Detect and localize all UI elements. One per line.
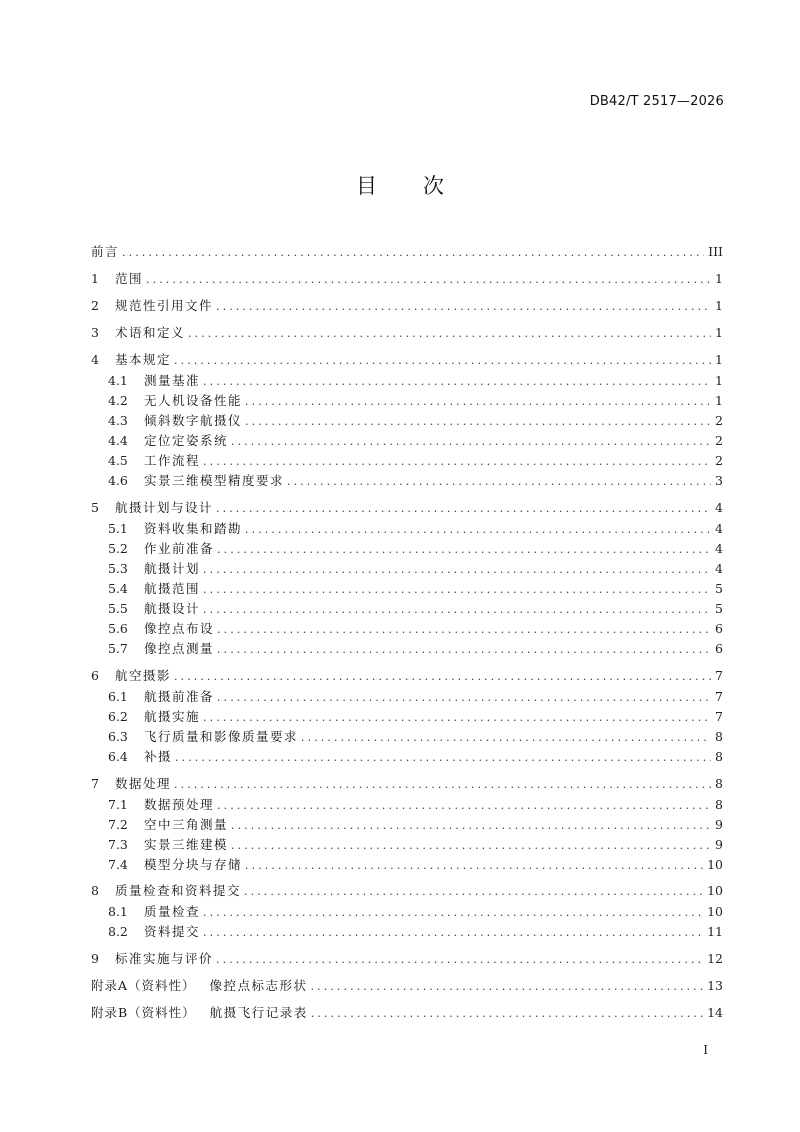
toc-entry-4-6[interactable]: [91, 471, 723, 498]
toc-page: 13: [707, 978, 723, 993]
toc-number: 5.7: [108, 641, 128, 656]
dot-leader: [217, 640, 711, 660]
toc-label: 数据处理: [115, 776, 172, 791]
toc-page: 2: [715, 453, 723, 468]
toc-entry-8-1[interactable]: [91, 902, 723, 922]
dot-leader: [203, 923, 703, 943]
toc-number: 4.4: [108, 433, 128, 448]
toc-number: 1: [91, 271, 99, 286]
toc-label: 航摄实施: [144, 709, 201, 724]
toc-entry-4-1[interactable]: [91, 371, 723, 391]
toc-label: 航空摄影: [115, 668, 172, 683]
toc-entry-1[interactable]: [91, 269, 723, 296]
toc-number: 4.3: [108, 413, 128, 428]
toc-label: 作业前准备: [144, 541, 215, 556]
toc-page: 4: [715, 521, 723, 536]
toc-entry-9[interactable]: [91, 949, 723, 976]
toc-number: 4.5: [108, 453, 128, 468]
toc-entry-appendix-a[interactable]: [91, 976, 723, 1003]
toc-number: 5.1: [108, 521, 128, 536]
title-char-2: 次: [423, 174, 444, 198]
toc-entry-6-1[interactable]: [91, 687, 723, 707]
toc-label: 数据预处理: [144, 797, 215, 812]
toc-number: 4: [91, 352, 99, 367]
toc-page: 1: [715, 393, 723, 408]
toc-entry-foreword[interactable]: [91, 242, 723, 269]
toc-number: 4.6: [108, 473, 128, 488]
toc-entry-7-4[interactable]: [91, 855, 723, 881]
toc-number: 4.1: [108, 373, 128, 388]
toc-page: 8: [715, 749, 723, 764]
toc-number: 5.3: [108, 561, 128, 576]
toc-entry-7[interactable]: [91, 774, 723, 795]
toc-label: 定位定姿系统: [144, 433, 229, 448]
toc-entry-7-2[interactable]: [91, 815, 723, 835]
toc-page: 6: [715, 641, 723, 656]
toc-entry-5-3[interactable]: [91, 559, 723, 579]
dot-leader: [231, 816, 711, 836]
appendix-prefix: 附录A（资料性）: [91, 978, 196, 993]
toc-label: 无人机设备性能: [144, 393, 243, 408]
toc-page: 2: [715, 433, 723, 448]
toc-page: III: [708, 244, 723, 259]
toc-number: 8.1: [108, 904, 128, 919]
toc-entry-4-3[interactable]: [91, 411, 723, 431]
toc-page: 14: [707, 1005, 723, 1020]
toc-page: 8: [715, 729, 723, 744]
toc-number: 6.1: [108, 689, 128, 704]
toc-page: 3: [715, 473, 723, 488]
dot-leader: [203, 560, 711, 580]
toc-entry-5[interactable]: [91, 498, 723, 519]
toc-label: 像控点布设: [144, 621, 215, 636]
toc-entry-6-3[interactable]: [91, 727, 723, 747]
toc-page: 9: [715, 837, 723, 852]
dot-leader: [217, 620, 711, 640]
dot-leader: [245, 856, 703, 876]
toc-label: 测量基准: [144, 373, 201, 388]
dot-leader: [245, 392, 711, 412]
toc-label: 前言: [91, 244, 120, 259]
dot-leader: [217, 796, 711, 816]
toc-label: 范围: [115, 271, 144, 286]
dot-leader: [203, 452, 711, 472]
toc-page: 8: [715, 797, 723, 812]
toc-label: 航摄前准备: [144, 689, 215, 704]
toc-label: 空中三角测量: [144, 817, 229, 832]
toc-entry-5-4[interactable]: [91, 579, 723, 599]
toc-label: 像控点测量: [144, 641, 215, 656]
toc-label: 实景三维建模: [144, 837, 229, 852]
toc-number: 7.1: [108, 797, 128, 812]
toc-entry-7-1[interactable]: [91, 795, 723, 815]
toc-number: 6.2: [108, 709, 128, 724]
toc-label: 标准实施与评价: [115, 951, 214, 966]
toc-page: 9: [715, 817, 723, 832]
dot-leader: [217, 540, 711, 560]
toc-page: 7: [715, 689, 723, 704]
toc-entry-5-2[interactable]: [91, 539, 723, 559]
toc-page: 8: [715, 776, 723, 791]
toc-entry-4-4[interactable]: [91, 431, 723, 451]
dot-leader: [174, 351, 711, 371]
appendix-prefix: 附录B（资料性）: [91, 1005, 196, 1020]
dot-leader: [146, 270, 711, 290]
toc-page: 5: [715, 581, 723, 596]
toc-label: 补摄: [144, 749, 173, 764]
toc-number: 7: [91, 776, 99, 791]
toc-entry-4-5[interactable]: [91, 451, 723, 471]
toc-entry-8[interactable]: [91, 881, 723, 902]
toc-number: 5.6: [108, 621, 128, 636]
toc-entry-3[interactable]: [91, 323, 723, 350]
toc-entry-2[interactable]: [91, 296, 723, 323]
toc-page: 1: [715, 271, 723, 286]
dot-leader: [217, 688, 711, 708]
page-folio: I: [703, 1043, 708, 1057]
toc-page: 1: [715, 352, 723, 367]
dot-leader: [203, 580, 711, 600]
dot-leader: [203, 372, 711, 392]
dot-leader: [301, 728, 711, 748]
dot-leader: [231, 432, 711, 452]
toc-number: 4.2: [108, 393, 128, 408]
toc-number: 7.2: [108, 817, 128, 832]
toc-page: 7: [715, 709, 723, 724]
toc-page: 2: [715, 413, 723, 428]
dot-leader: [203, 708, 711, 728]
toc-number: 5: [91, 500, 99, 515]
toc-label: 航摄飞行记录表: [209, 1005, 308, 1020]
toc-number: 6.4: [108, 749, 128, 764]
toc-entry-7-3[interactable]: [91, 835, 723, 855]
dot-leader: [175, 748, 711, 768]
toc-number: 6.3: [108, 729, 128, 744]
toc-number: 9: [91, 951, 99, 966]
dot-leader: [245, 520, 711, 540]
dot-leader: [203, 600, 711, 620]
toc-entry-4-2[interactable]: [91, 391, 723, 411]
toc-page: 1: [715, 373, 723, 388]
toc-page: 10: [707, 857, 723, 872]
toc-label: 航摄范围: [144, 581, 201, 596]
dot-leader: [174, 775, 711, 795]
toc-entry-5-7[interactable]: [91, 639, 723, 666]
toc-page: 7: [715, 668, 723, 683]
toc-page: 12: [707, 951, 723, 966]
toc-entry-6[interactable]: [91, 666, 723, 687]
toc-label: 航摄设计: [144, 601, 201, 616]
toc-page: 1: [715, 298, 723, 313]
toc-label: 术语和定义: [115, 325, 186, 340]
toc-number: 5.5: [108, 601, 128, 616]
toc-label: 工作流程: [144, 453, 201, 468]
toc-label: 资料收集和踏勘: [144, 521, 243, 536]
toc-number: 8: [91, 883, 99, 898]
toc-number: 2: [91, 298, 99, 313]
toc-entry-appendix-b[interactable]: [91, 1003, 723, 1030]
toc-number: 8.2: [108, 924, 128, 939]
dot-leader: [311, 1004, 703, 1024]
toc-label: 资料提交: [144, 924, 201, 939]
toc-number: 3: [91, 325, 99, 340]
toc-label: 基本规定: [115, 352, 172, 367]
dot-leader: [311, 977, 704, 997]
dot-leader: [245, 412, 711, 432]
dot-leader: [231, 836, 711, 856]
dot-leader: [216, 297, 711, 317]
toc-page: 4: [715, 500, 723, 515]
dot-leader: [203, 903, 703, 923]
toc-number: 5.4: [108, 581, 128, 596]
toc-number: 5.2: [108, 541, 128, 556]
toc-page: 6: [715, 621, 723, 636]
dot-leader: [216, 950, 703, 970]
toc-entry-6-4[interactable]: [91, 747, 723, 774]
toc-page: 10: [707, 904, 723, 919]
dot-leader: [188, 324, 711, 344]
toc-label: 质量检查和资料提交: [115, 883, 242, 898]
dot-leader: [122, 243, 704, 263]
dot-leader: [287, 472, 711, 492]
toc-label: 模型分块与存储: [144, 857, 243, 872]
toc-page: 1: [715, 325, 723, 340]
toc-label: 规范性引用文件: [115, 298, 214, 313]
dot-leader: [244, 882, 703, 902]
toc-entry-6-2[interactable]: [91, 707, 723, 727]
toc-number: 7.3: [108, 837, 128, 852]
page-title: [0, 170, 800, 200]
toc-entry-8-2[interactable]: [91, 922, 723, 949]
toc-label: 飞行质量和影像质量要求: [144, 729, 299, 744]
toc-label: 质量检查: [144, 904, 201, 919]
toc-label: 倾斜数字航摄仪: [144, 413, 243, 428]
toc-label: 航摄计划: [144, 561, 201, 576]
toc-number: 6: [91, 668, 99, 683]
table-of-contents: [91, 242, 723, 1030]
toc-label: 像控点标志形状: [209, 978, 308, 993]
toc-entry-4[interactable]: [91, 350, 723, 371]
document-code: DB42/T 2517—2026: [589, 94, 724, 109]
toc-page: 4: [715, 541, 723, 556]
toc-label: 实景三维模型精度要求: [144, 473, 285, 488]
toc-page: 4: [715, 561, 723, 576]
toc-page: 11: [707, 924, 723, 939]
toc-number: 7.4: [108, 857, 128, 872]
dot-leader: [216, 499, 711, 519]
toc-page: 10: [707, 883, 723, 898]
toc-entry-5-6[interactable]: [91, 619, 723, 639]
toc-entry-5-5[interactable]: [91, 599, 723, 619]
toc-label: 航摄计划与设计: [115, 500, 214, 515]
title-char-1: 目: [356, 174, 377, 198]
dot-leader: [174, 667, 711, 687]
toc-entry-5-1[interactable]: [91, 519, 723, 539]
toc-page: 5: [715, 601, 723, 616]
